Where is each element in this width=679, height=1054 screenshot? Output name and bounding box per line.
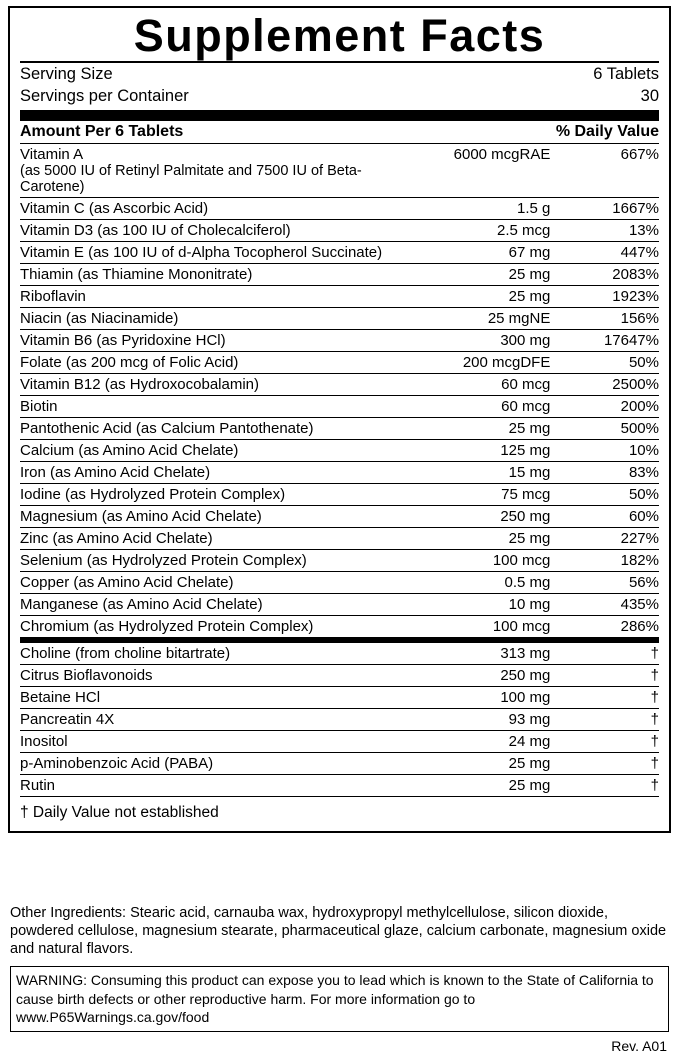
table-row	[20, 352, 659, 374]
nutrient-name: Iron (as Amino Acid Chelate)	[20, 462, 391, 484]
nutrient-dv: 500%	[550, 418, 659, 440]
table-row	[20, 308, 659, 330]
table-row	[20, 484, 659, 506]
serving-size-row	[20, 63, 659, 85]
servings-per-container-value: 30	[640, 87, 659, 106]
nutrient-dv: 1667%	[550, 198, 659, 220]
table-row	[20, 616, 659, 638]
table-row	[20, 286, 659, 308]
servings-per-container-label: Servings per Container	[20, 87, 189, 106]
table-row	[20, 418, 659, 440]
header-spacer	[391, 121, 551, 144]
nutrient-amount: 250 mg	[391, 665, 551, 687]
table-row	[20, 198, 659, 220]
nutrient-dv: 50%	[550, 352, 659, 374]
nutrient-amount: 25 mg	[391, 528, 551, 550]
nutrient-amount: 100 mcg	[391, 550, 551, 572]
nutrient-name: Vitamin C (as Ascorbic Acid)	[20, 198, 391, 220]
table-row	[20, 753, 659, 775]
table-row	[20, 462, 659, 484]
nutrient-dv: 10%	[550, 440, 659, 462]
nutrient-name: Vitamin B6 (as Pyridoxine HCl)	[20, 330, 391, 352]
revision-label: Rev. A01	[611, 1037, 667, 1054]
nutrient-amount: 25 mg	[391, 775, 551, 797]
nutrient-name: Iodine (as Hydrolyzed Protein Complex)	[20, 484, 391, 506]
nutrient-dv: 2500%	[550, 374, 659, 396]
nutrient-name: Copper (as Amino Acid Chelate)	[20, 572, 391, 594]
table-row	[20, 709, 659, 731]
nutrient-name: Citrus Bioflavonoids	[20, 665, 391, 687]
nutrient-amount: 75 mcg	[391, 484, 551, 506]
nutrient-name: Vitamin D3 (as 100 IU of Cholecalciferol)	[20, 220, 391, 242]
nutrient-dv: 60%	[550, 506, 659, 528]
prop65-warning-box	[10, 966, 669, 1032]
nutrient-name: Folate (as 200 mcg of Folic Acid)	[20, 352, 391, 374]
other-ingredients-text: Other Ingredients: Stearic acid, carnauba wax, hydroxypropyl methylcellulose, silicon dioxide, powdered cellulose, magnesium stearate, pharmaceutical glaze, calcium carbonate, magnesium oxide and natural flavors.	[10, 905, 667, 958]
table-row	[20, 144, 659, 198]
table-row	[20, 731, 659, 753]
table-row	[20, 242, 659, 264]
nutrient-name: Betaine HCl	[20, 687, 391, 709]
nutrient-name: Vitamin E (as 100 IU of d-Alpha Tocopherol Succinate)	[20, 242, 391, 264]
nutrient-dv: 13%	[550, 220, 659, 242]
table-header-row	[20, 121, 659, 144]
nutrient-dv: 227%	[550, 528, 659, 550]
nutrient-amount: 1.5 g	[391, 198, 551, 220]
nutrient-amount: 25 mg	[391, 286, 551, 308]
nutrient-amount: 6000 mcgRAE	[391, 144, 551, 198]
nutrient-name: Biotin	[20, 396, 391, 418]
nutrient-dv: 156%	[550, 308, 659, 330]
nutrient-amount: 25 mg	[391, 753, 551, 775]
nutrient-name: Pancreatin 4X	[20, 709, 391, 731]
nutrient-dv: 56%	[550, 572, 659, 594]
table-row	[20, 775, 659, 797]
nutrient-amount: 0.5 mg	[391, 572, 551, 594]
nutrient-name: Inositol	[20, 731, 391, 753]
nutrient-dv: 1923%	[550, 286, 659, 308]
table-row	[20, 506, 659, 528]
nutrient-amount: 10 mg	[391, 594, 551, 616]
nutrient-amount: 200 mcgDFE	[391, 352, 551, 374]
nutrient-amount: 25 mg	[391, 264, 551, 286]
nutrient-amount: 100 mg	[391, 687, 551, 709]
nutrient-dv: 447%	[550, 242, 659, 264]
nutrient-name: Vitamin B12 (as Hydroxocobalamin)	[20, 374, 391, 396]
table-row	[20, 220, 659, 242]
nutrient-name: Calcium (as Amino Acid Chelate)	[20, 440, 391, 462]
header-band	[20, 110, 659, 121]
nutrient-name: Selenium (as Hydrolyzed Protein Complex)	[20, 550, 391, 572]
page-title: Supplement Facts	[133, 10, 546, 61]
nutrient-dv: †	[550, 643, 659, 665]
nutrient-name: Choline (from choline bitartrate)	[20, 643, 391, 665]
nutrient-dv: 50%	[550, 484, 659, 506]
nutrient-amount: 60 mcg	[391, 374, 551, 396]
daily-value-footnote: † Daily Value not established	[20, 804, 219, 822]
nutrient-amount: 25 mg	[391, 418, 551, 440]
nutrient-name: Magnesium (as Amino Acid Chelate)	[20, 506, 391, 528]
nutrition-table	[20, 121, 659, 637]
nutrient-name: p-Aminobenzoic Acid (PABA)	[20, 753, 391, 775]
table-row	[20, 594, 659, 616]
nutrient-dv: †	[550, 753, 659, 775]
nutrient-dv: †	[550, 665, 659, 687]
nutrient-dv: †	[550, 731, 659, 753]
nutrient-dv: 2083%	[550, 264, 659, 286]
nutrient-amount: 125 mg	[391, 440, 551, 462]
serving-size-value: 6 Tablets	[593, 65, 659, 84]
table-row	[20, 264, 659, 286]
nutrient-dv: †	[550, 775, 659, 797]
nutrient-name: Rutin	[20, 775, 391, 797]
servings-per-container-row	[20, 85, 659, 107]
bottom-section	[8, 896, 671, 1054]
nutrient-dv: 667%	[550, 144, 659, 198]
table-row	[20, 528, 659, 550]
nutrient-amount: 93 mg	[391, 709, 551, 731]
supplement-facts-panel	[8, 6, 671, 833]
other-nutrients-table	[20, 643, 659, 797]
table-row	[20, 572, 659, 594]
table-row	[20, 330, 659, 352]
nutrient-name: Chromium (as Hydrolyzed Protein Complex)	[20, 618, 314, 636]
nutrient-amount: 25 mgNE	[391, 308, 551, 330]
table-row	[20, 687, 659, 709]
nutrient-dv: †	[550, 687, 659, 709]
nutrient-amount: 24 mg	[391, 731, 551, 753]
nutrient-amount: 60 mcg	[391, 396, 551, 418]
nutrient-name: Vitamin A	[20, 146, 84, 164]
nutrient-amount: 2.5 mcg	[391, 220, 551, 242]
nutrient-dv: 200%	[550, 396, 659, 418]
daily-value-header: % Daily Value	[550, 121, 659, 144]
nutrient-dv: 435%	[550, 594, 659, 616]
table-row	[20, 396, 659, 418]
table-row	[20, 440, 659, 462]
table-row	[20, 643, 659, 665]
nutrient-amount: 15 mg	[391, 462, 551, 484]
nutrient-dv: †	[550, 709, 659, 731]
nutrient-name: Thiamin (as Thiamine Mononitrate)	[20, 264, 391, 286]
nutrient-name: Riboflavin	[20, 286, 391, 308]
nutrient-name: Niacin (as Niacinamide)	[20, 308, 391, 330]
nutrient-name: Manganese (as Amino Acid Chelate)	[20, 594, 391, 616]
table-row	[20, 374, 659, 396]
table-row	[20, 665, 659, 687]
nutrient-amount: 250 mg	[391, 506, 551, 528]
amount-per-serving-header: Amount Per 6 Tablets	[20, 121, 391, 144]
nutrient-dv: 17647%	[550, 330, 659, 352]
nutrient-dv: 286%	[620, 618, 659, 636]
nutrient-dv: 182%	[550, 550, 659, 572]
nutrient-amount: 67 mg	[391, 242, 551, 264]
table-row	[20, 550, 659, 572]
nutrient-amount: 313 mg	[391, 643, 551, 665]
nutrient-name: Zinc (as Amino Acid Chelate)	[20, 528, 391, 550]
prop65-warning-text: WARNING: Consuming this product can expose you to lead which is known to the State of California to cause birth defects or other reproductive harm. For more information go to www.P65Warnings.ca.gov/food	[16, 972, 654, 1025]
nutrient-subnote: (as 5000 IU of Retinyl Palmitate and 7500 IU of Beta-Carotene)	[20, 163, 362, 196]
nutrient-name: Pantothenic Acid (as Calcium Pantothenate)	[20, 418, 391, 440]
serving-size-label: Serving Size	[20, 65, 113, 84]
nutrient-dv: 83%	[550, 462, 659, 484]
nutrient-amount: 300 mg	[391, 330, 551, 352]
nutrient-amount: 100 mcg	[492, 618, 551, 636]
